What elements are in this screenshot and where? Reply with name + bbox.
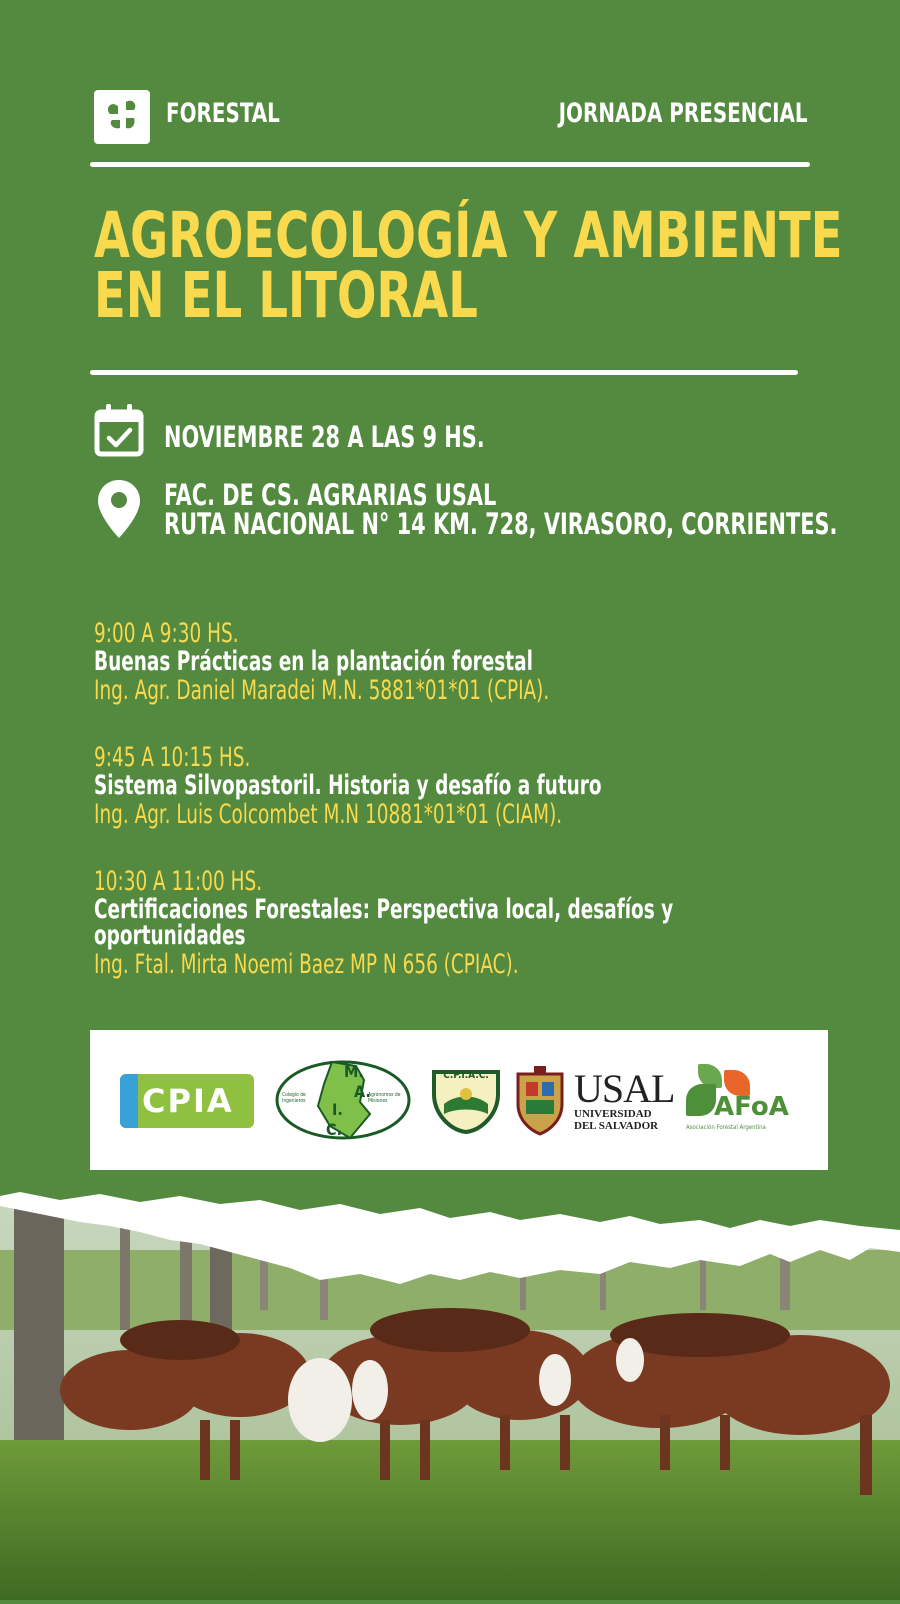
afoa-logo: AFoA Asociación Forestal Argentina bbox=[686, 1060, 796, 1140]
sponsor-logos bbox=[90, 1030, 828, 1170]
session-title: Sistema Silvopastoril. Historia y desafío a futuro bbox=[94, 770, 602, 801]
title-line-1: AGROECOLOGÍA Y AMBIENTE bbox=[94, 199, 843, 272]
session-title: Buenas Prácticas en la plantación forestal bbox=[94, 646, 533, 677]
brand-label: FORESTAL bbox=[166, 98, 280, 129]
event-location bbox=[164, 478, 838, 541]
forestal-logo-icon bbox=[94, 90, 150, 144]
session-time: 10:30 A 11:00 HS. bbox=[94, 866, 263, 897]
map-pin-icon bbox=[96, 478, 142, 540]
cima-logo: M. A. I. C. Colegio de Ingenieros Agrónomos de Misiones bbox=[274, 1056, 412, 1144]
event-date: NOVIEMBRE 28 A LAS 9 HS. bbox=[164, 420, 485, 454]
cpiac-logo: C.P.I.A.C. bbox=[430, 1064, 502, 1136]
session-time: 9:45 A 10:15 HS. bbox=[94, 742, 251, 773]
usal-crest-icon bbox=[512, 1064, 568, 1136]
calendar-check-icon bbox=[94, 402, 144, 458]
location-line-2: RUTA NACIONAL N° 14 KM. 728, VIRASORO, CORRIENTES. bbox=[164, 507, 838, 541]
session-speaker: Ing. Agr. Daniel Maradei M.N. 5881*01*01 (CPIA). bbox=[94, 675, 550, 706]
location-line-1: FAC. DE CS. AGRARIAS USAL bbox=[164, 478, 497, 512]
session-1 bbox=[94, 618, 854, 706]
usal-logo: USAL UNIVERSIDAD DEL SALVADOR bbox=[574, 1066, 675, 1132]
session-speaker: Ing. Ftal. Mirta Noemi Baez MP N 656 (CPIAC). bbox=[94, 949, 519, 980]
event-type-label: JORNADA PRESENCIAL bbox=[559, 98, 808, 129]
divider-middle bbox=[90, 370, 798, 375]
session-speaker: Ing. Agr. Luis Colcombet M.N 10881*01*01 (CIAM). bbox=[94, 799, 563, 830]
divider-top bbox=[90, 162, 810, 167]
session-title: Certificaciones Forestales: Perspectiva local, desafíos y oportunidades bbox=[94, 894, 674, 951]
session-2 bbox=[94, 742, 854, 830]
session-time: 9:00 A 9:30 HS. bbox=[94, 618, 239, 649]
leaf-icon bbox=[94, 90, 150, 144]
page-title bbox=[94, 199, 843, 332]
cattle-forest-photo bbox=[0, 1190, 900, 1600]
cpia-logo: CPIA bbox=[120, 1074, 254, 1128]
title-line-2: EN EL LITORAL bbox=[94, 259, 478, 332]
session-3 bbox=[94, 866, 854, 980]
